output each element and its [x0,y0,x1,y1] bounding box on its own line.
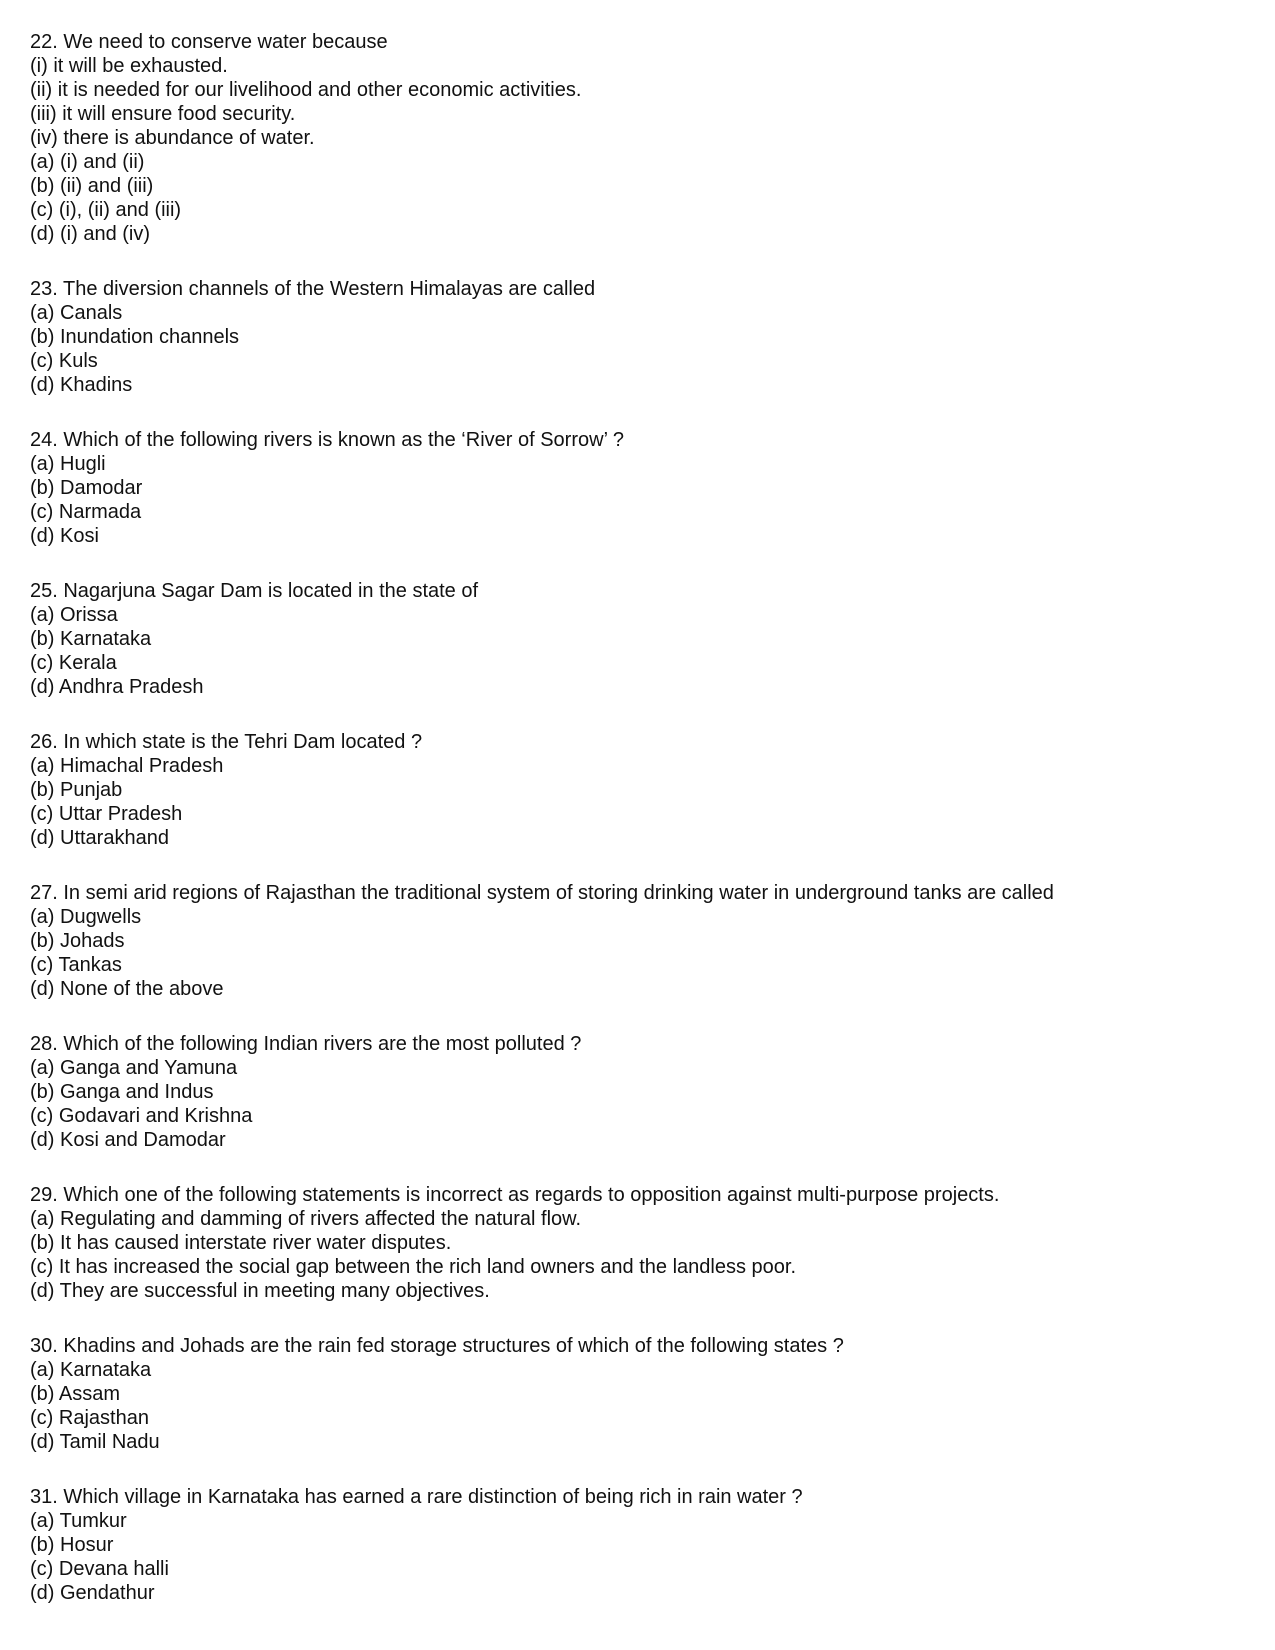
answer-option: (d) Khadins [30,374,133,396]
answer-option: (a) Ganga and Yamuna [30,1057,238,1079]
answer-option: (c) Uttar Pradesh [30,803,183,825]
answer-option: (c) Godavari and Krishna [30,1105,253,1127]
answer-option: (d) Tamil Nadu [30,1431,160,1453]
question-prompt: 28. Which of the following Indian rivers are the most polluted ? [30,1033,582,1055]
answer-option: (c) Tankas [30,954,122,976]
question-prompt: 25. Nagarjuna Sagar Dam is located in the state of [30,580,479,602]
question-26 [30,730,1250,850]
answer-option: (c) Kerala [30,652,117,674]
question-prompt: 22. We need to conserve water because [30,31,388,53]
answer-option: (b) Assam [30,1383,121,1405]
answer-option: (b) Hosur [30,1534,114,1556]
answer-option: (c) Devana halli [30,1558,169,1580]
answer-option: (d) (i) and (iv) [30,223,151,245]
question-prompt: 26. In which state is the Tehri Dam located ? [30,731,423,753]
answer-option: (a) Canals [30,302,123,324]
answer-option: (b) Karnataka [30,628,152,650]
question-prompt: 27. In semi arid regions of Rajasthan the traditional system of storing drinking water in underground tanks are called [30,882,1054,904]
answer-option: (a) Karnataka [30,1359,152,1381]
answer-option: (c) Narmada [30,501,142,523]
answer-option: (a) (i) and (ii) [30,151,145,173]
answer-option: (d) Uttarakhand [30,827,169,849]
statement-line: (ii) it is needed for our livelihood and other economic activities. [30,79,582,101]
answer-option: (b) Johads [30,930,125,952]
answer-option: (b) Ganga and Indus [30,1081,214,1103]
question-31 [30,1485,1250,1605]
answer-option: (b) Punjab [30,779,123,801]
answer-option: (d) Gendathur [30,1582,155,1604]
question-sheet [30,30,1250,1636]
question-prompt: 31. Which village in Karnataka has earned a rare distinction of being rich in rain water ? [30,1486,803,1508]
answer-option: (a) Dugwells [30,906,142,928]
answer-option: (b) (ii) and (iii) [30,175,154,197]
answer-option: (b) It has caused interstate river water disputes. [30,1232,452,1254]
answer-option: (d) Andhra Pradesh [30,676,204,698]
question-prompt: 23. The diversion channels of the Western Himalayas are called [30,278,596,300]
answer-option: (a) Regulating and damming of rivers affected the natural flow. [30,1208,582,1230]
answer-option: (c) Rajasthan [30,1407,149,1429]
answer-option: (d) None of the above [30,978,224,1000]
answer-option: (c) (i), (ii) and (iii) [30,199,182,221]
question-25 [30,579,1250,699]
answer-option: (d) Kosi and Damodar [30,1129,226,1151]
statement-line: (i) it will be exhausted. [30,55,228,77]
question-prompt: 24. Which of the following rivers is known as the ‘River of Sorrow’ ? [30,429,624,451]
answer-option: (c) It has increased the social gap between the rich land owners and the landless poor. [30,1256,797,1278]
answer-option: (c) Kuls [30,350,98,372]
answer-option: (d) They are successful in meeting many objectives. [30,1280,490,1302]
question-28 [30,1032,1250,1152]
answer-option: (a) Himachal Pradesh [30,755,224,777]
question-30 [30,1334,1250,1454]
question-23 [30,277,1250,397]
answer-option: (b) Damodar [30,477,143,499]
answer-option: (a) Tumkur [30,1510,127,1532]
answer-option: (a) Hugli [30,453,106,475]
question-24 [30,428,1250,548]
statement-line: (iv) there is abundance of water. [30,127,315,149]
question-27 [30,881,1250,1001]
answer-option: (b) Inundation channels [30,326,240,348]
answer-option: (d) Kosi [30,525,99,547]
question-prompt: 30. Khadins and Johads are the rain fed storage structures of which of the following states ? [30,1335,844,1357]
question-prompt: 29. Which one of the following statements is incorrect as regards to opposition against multi-purpose projects. [30,1184,1000,1206]
answer-option: (a) Orissa [30,604,118,626]
statement-line: (iii) it will ensure food security. [30,103,296,125]
question-22 [30,30,1250,246]
question-29 [30,1183,1250,1303]
